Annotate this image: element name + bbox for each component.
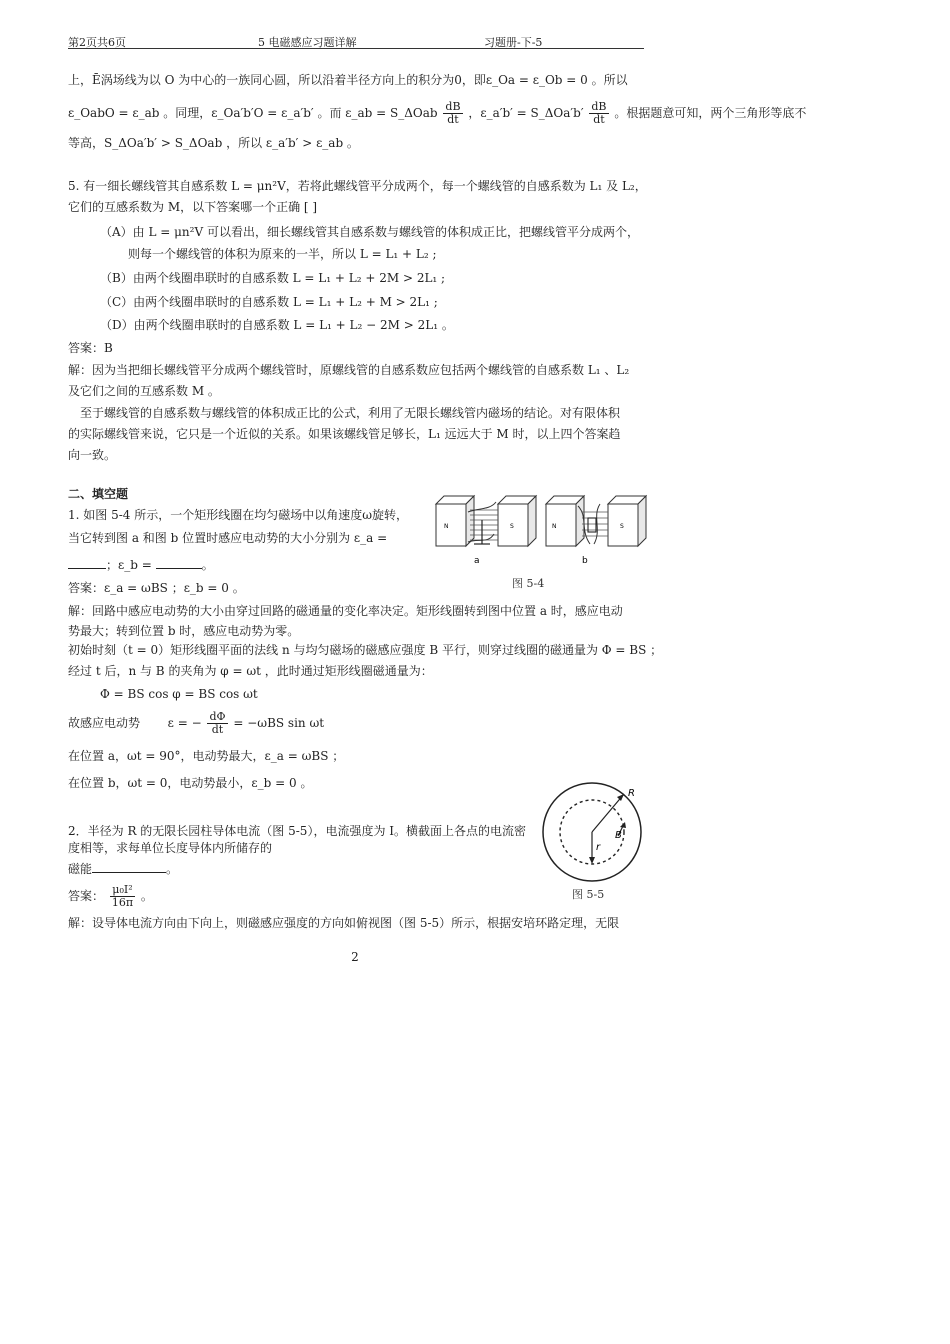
intro-frac-2: $\frac{dB}{dt}$ xyxy=(591,100,607,126)
figure-5-4-caption: 图 5-4 xyxy=(512,577,545,590)
f2-answer xyxy=(68,880,153,912)
f1-blank-a[interactable] xyxy=(68,556,106,569)
f1-stem-3-end: 。 xyxy=(201,558,214,572)
f1-eq2-post: = −ωBS sin ωt xyxy=(233,716,325,730)
f1-solution-1: 解：回路中感应电动势的大小由穿过回路的磁通量的变化率决定。矩形线圈转到图中位置 a 时，感应电动 xyxy=(68,604,623,618)
q5-option-c: （C）由两个线圈串联时的自感系数 L = L₁ + L₂ + M > 2L₁ ; xyxy=(100,295,438,309)
f1-solution-3: 初始时刻（t = 0）矩形线圈平面的法线 n 与均匀磁场的磁感应强度 B 平行，则穿过线圈的磁通量为 Φ = BS ； xyxy=(68,643,663,657)
q5-solution-1: 解：因为当把细长螺线管平分成两个螺线管时，原螺线管的自感系数应包括两个螺线管的自感系数 L₁ 、L₂ xyxy=(68,363,630,377)
intro-line-1: 上，Ē涡场线为以 O 为中心的一族同心圆，所以沿着半径方向上的积分为0，即ε_Oa = ε_Ob = 0 。所以 xyxy=(68,73,628,87)
header-book: 习题册-下-5 xyxy=(484,36,543,49)
q5-option-b: （B）由两个线圈串联时的自感系数 L = L₁ + L₂ + 2M > 2L₁ ; xyxy=(100,271,446,285)
f2-stem-1: 2．半径为 R 的无限长园柱导体电流（图 5-5），电流强度为 I。横截面上各点的电流密 xyxy=(68,824,526,838)
fig5-label-r: r xyxy=(596,842,601,853)
q5-option-a-1: （A）由 L = μn²V 可以看出，细长螺线管其自感系数与螺线管的体积成正比，把螺线管平分成两个， xyxy=(100,225,639,239)
q5-stem-1: 5. 有一细长螺线管其自感系数 L = μn²V，若将此螺线管平分成两个，每一个螺线管的自感系数为 L₁ 及 L₂， xyxy=(68,179,647,193)
figure-5-4b xyxy=(546,496,646,566)
f2-stem-3 xyxy=(68,860,178,877)
f2-stem-3-end: 。 xyxy=(166,862,179,876)
f2-answer-label: 答案： xyxy=(68,889,105,903)
q5-solution-2: 及它们之间的互感系数 M 。 xyxy=(68,384,220,398)
f2-answer-frac: $\frac{\text{μ₀I²}}{16\pi}$ xyxy=(111,883,134,909)
f2-stem-2: 度相等，求每单位长度导体内所储存的 xyxy=(68,841,273,855)
figure-5-5 xyxy=(540,780,644,884)
f2-solution-1: 解：设导体电流方向由下向上，则磁感应强度的方向如俯视图（图 5-5）所示，根据安培环路定理，无限 xyxy=(68,916,620,930)
fig4-label-a: a xyxy=(474,556,480,566)
intro-line-2 xyxy=(68,98,806,128)
f1-solution-2: 势最大；转到位置 b 时，感应电动势为零。 xyxy=(68,624,300,638)
f1-equation-2 xyxy=(68,708,324,738)
f1-equation-1: Φ = BS cos φ = BS cos ωt xyxy=(100,687,258,701)
fig5-label-R: R xyxy=(628,788,635,799)
q5-solution-5: 向一致。 xyxy=(68,448,117,462)
q5-solution-3: 至于螺线管的自感系数与螺线管的体积成正比的公式，利用了无限长螺线管内磁场的结论。对有限体积 xyxy=(68,406,621,420)
f1-stem-3 xyxy=(68,556,214,573)
page-number: 2 xyxy=(351,950,359,964)
header-page-info: 第2页共6页 xyxy=(68,36,126,49)
q5-option-d: （D）由两个线圈串联时的自感系数 L = L₁ + L₂ − 2M > 2L₁ 。 xyxy=(100,318,454,332)
f1-stem-3-sep: ；ε_b = xyxy=(106,558,156,572)
f1-stem-2-text: 当它转到图 a 和图 b 位置时感应电动势的大小分别为 ε_a = xyxy=(68,531,388,545)
header-rule xyxy=(68,48,644,49)
f1-stem-1: 1. 如图 5-4 所示，一个矩形线圈在均匀磁场中以角速度ω旋转， xyxy=(68,508,409,522)
q5-stem-2: 它们的互感系数为 M，以下答案哪一个正确 [ ] xyxy=(68,200,318,214)
intro-line-2c: 。根据题意可知，两个三角形等底不 xyxy=(614,106,807,120)
q5-solution-4: 的实际螺线管来说，它只是一个近似的关系。如果该螺线管足够长，L₁ 远远大于 M 时，以上四个答案趋 xyxy=(68,427,621,441)
figure-5-4a xyxy=(436,496,536,566)
f1-eq2-label: 故感应电动势 xyxy=(68,716,141,730)
f1-eq2-frac: $\frac{d\Phi}{dt}$ xyxy=(209,710,226,736)
f1-blank-b[interactable] xyxy=(156,556,202,569)
intro-line-3: 等高，S_ΔOa′b′ > S_ΔOab ，所以 ε_a′b′ > ε_ab 。 xyxy=(68,136,359,150)
f1-position-a: 在位置 a，ωt = 90°，电动势最大，ε_a = ωBS ； xyxy=(68,749,345,763)
f2-stem-3-text: 磁能 xyxy=(68,862,93,876)
fig5-label-B: B xyxy=(615,830,622,841)
fig4a-label-n: N xyxy=(444,523,449,530)
q5-option-a-2: 则每一个螺线管的体积为原来的一半，所以 L = L₁ + L₂ ; xyxy=(128,247,437,261)
header-chapter: 5 电磁感应习题详解 xyxy=(258,36,357,49)
intro-frac-1: $\frac{dB}{dt}$ xyxy=(445,100,461,126)
q5-answer: 答案：B xyxy=(68,341,113,355)
intro-line-2b: ，ε_a′b′ = S_ΔOa′b′ xyxy=(468,106,584,120)
section-title-fill-in: 二、填空题 xyxy=(68,487,129,501)
f2-blank[interactable] xyxy=(92,860,166,873)
figure-5-5-caption: 图 5-5 xyxy=(572,888,605,901)
fig4-label-b: b xyxy=(582,556,588,566)
f1-answer: 答案：ε_a = ωBS ；ε_b = 0 。 xyxy=(68,581,245,595)
fig4b-label-n: N xyxy=(552,523,557,530)
intro-line-2a: ε_OabO = ε_ab 。同理，ε_Oa′b′O = ε_a′b′ 。而 ε_ab = S_ΔOab xyxy=(68,106,438,120)
f1-eq2-pre: ε = − xyxy=(167,716,202,730)
f1-solution-4: 经过 t 后，n 与 B 的夹角为 φ = ωt ，此时通过矩形线圈磁通量为： xyxy=(68,664,433,678)
fig4b-label-s: S xyxy=(620,523,624,530)
f2-answer-end: 。 xyxy=(140,889,153,903)
f1-position-b: 在位置 b，ωt = 0，电动势最小，ε_b = 0 。 xyxy=(68,776,313,790)
f1-stem-2 xyxy=(68,530,387,546)
fig4a-label-s: S xyxy=(510,523,514,530)
